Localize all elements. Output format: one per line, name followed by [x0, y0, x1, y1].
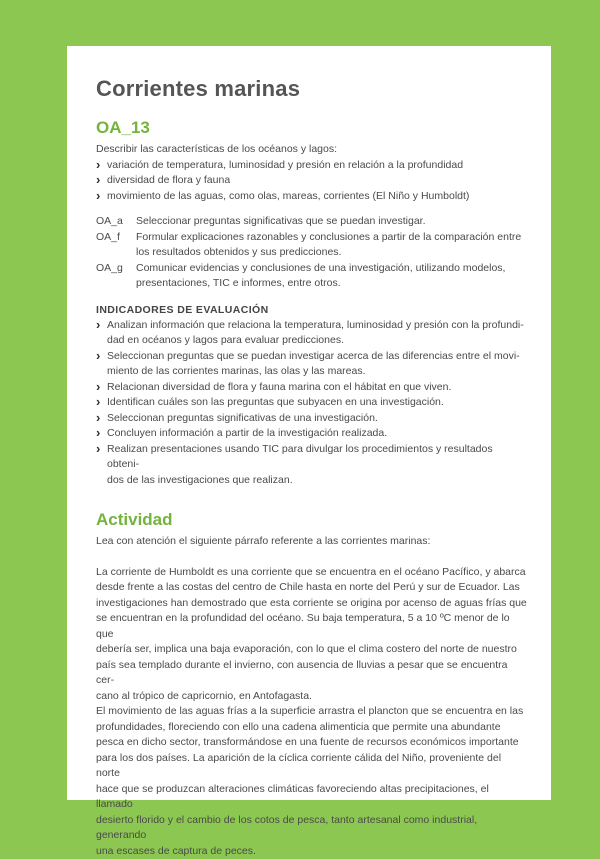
item-line: miento de las corrientes marinas, las olas y las mareas.	[107, 364, 527, 380]
actividad-heading: Actividad	[96, 510, 527, 530]
oa-code-desc	[136, 230, 527, 261]
indicador-item	[96, 411, 527, 427]
oa-code-row	[96, 230, 527, 261]
para-line: para los dos países. La aparición de la cíclica corriente cálida del Niño, proveniente del norte	[96, 751, 527, 782]
desc-line: presentaciones, TIC e informes, entre otros.	[136, 276, 527, 292]
oa-code-row	[96, 214, 527, 230]
desc-line: los resultados obtenidos y sus predicciones.	[136, 245, 527, 261]
oa-code: OA_g	[96, 261, 136, 292]
para-line: investigaciones han demostrado que esta corriente se origina por acenso de aguas frías que	[96, 596, 527, 612]
desc-line: Comunicar evidencias y conclusiones de una investigación, utilizando modelos,	[136, 261, 527, 277]
item-line: › Realizan presentaciones usando TIC para divulgar los procedimientos y resultados obteni-	[107, 442, 527, 473]
item-line: › Concluyen información a partir de la investigación realizada.	[107, 426, 527, 442]
indicador-item	[96, 395, 527, 411]
indicador-item	[96, 349, 527, 380]
oa-bullet-list	[96, 158, 527, 205]
actividad-paragraph-2	[96, 704, 527, 859]
indicador-item	[96, 426, 527, 442]
oa-bullet: › variación de temperatura, luminosidad y presión en relación a la profundidad	[96, 158, 527, 174]
para-line: cano al trópico de capricornio, en Antofagasta.	[96, 689, 527, 705]
oa-codes-list	[96, 214, 527, 292]
para-line: pesca en dicho sector, transformándose en una fuente de recursos económicos importante	[96, 735, 527, 751]
para-line: se encuentran en la profundidad del océano. Su baja temperatura, 5 a 10 ºC menor de lo que	[96, 611, 527, 642]
para-line: La corriente de Humboldt es una corriente que se encuentra en el océano Pacífico, y abarca	[96, 565, 527, 581]
oa-bullet: › movimiento de las aguas, como olas, mareas, corrientes (El Niño y Humboldt)	[96, 189, 527, 205]
actividad-paragraph-1	[96, 565, 527, 705]
desc-line: Seleccionar preguntas significativas que se puedan investigar.	[136, 214, 527, 230]
indicador-item	[96, 442, 527, 489]
indicador-item	[96, 318, 527, 349]
item-line: › Analizan información que relaciona la temperatura, luminosidad y presión con la profundi-	[107, 318, 527, 334]
indicadores-title: INDICADORES DE EVALUACIÓN	[96, 304, 527, 316]
para-line: debería ser, implica una baja evaporación, con lo que el clima costero del norte de nuestro	[96, 642, 527, 658]
oa-code-desc	[136, 261, 527, 292]
para-line: desierto florido y el cambio de los cotos de pesca, tanto artesanal como industrial, generando	[96, 813, 527, 844]
item-line: dos de las investigaciones que realizan.	[107, 473, 527, 489]
oa-heading: OA_13	[96, 118, 527, 138]
item-line: › Seleccionan preguntas que se puedan investigar acerca de las diferencias entre el movi-	[107, 349, 527, 365]
item-line: › Seleccionan preguntas significativas de una investigación.	[107, 411, 527, 427]
oa-code: OA_a	[96, 214, 136, 230]
para-line: profundidades, floreciendo con ello una cadena alimenticia que permite una abundante	[96, 720, 527, 736]
oa-code-row	[96, 261, 527, 292]
oa-intro: Describir las características de los océanos y lagos:	[96, 142, 527, 158]
item-line: dad en océanos y lagos para evaluar predicciones.	[107, 333, 527, 349]
para-line: El movimiento de las aguas frías a la superficie arrastra el plancton que se encuentra en las	[96, 704, 527, 720]
item-line: › Identifican cuáles son las preguntas que subyacen en una investigación.	[107, 395, 527, 411]
desc-line: Formular explicaciones razonables y conclusiones a partir de la comparación entre	[136, 230, 527, 246]
para-line: país sea templado durante el invierno, con ausencia de lluvias a pesar que se encuentra cer-	[96, 658, 527, 689]
oa-code-desc	[136, 214, 527, 230]
item-line: › Relacionan diversidad de flora y fauna marina con el hábitat en que viven.	[107, 380, 527, 396]
actividad-intro: Lea con atención el siguiente párrafo referente a las corrientes marinas:	[96, 534, 527, 550]
indicadores-list	[96, 318, 527, 489]
indicador-item	[96, 380, 527, 396]
para-line: desde frente a las costas del centro de Chile hasta en norte del Perú y sur de Ecuador. Las	[96, 580, 527, 596]
page-title: Corrientes marinas	[96, 76, 527, 102]
para-line: hace que se produzcan alteraciones climáticas favoreciendo altas precipitaciones, el llamado	[96, 782, 527, 813]
oa-code: OA_f	[96, 230, 136, 261]
para-line: una escases de captura de peces.	[96, 844, 527, 859]
oa-bullet: › diversidad de flora y fauna	[96, 173, 527, 189]
document-page	[67, 46, 551, 800]
